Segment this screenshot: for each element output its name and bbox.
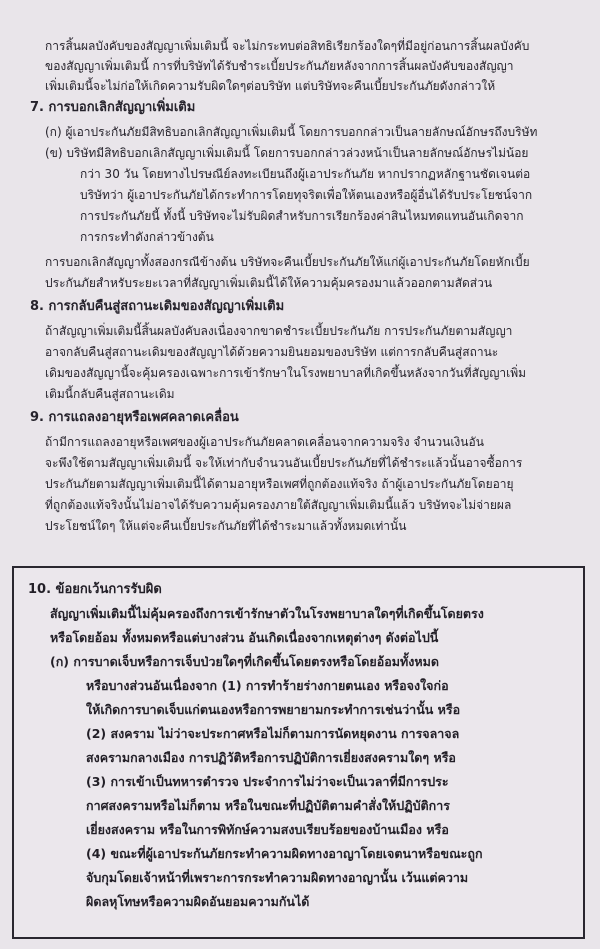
section-10-line: (2) สงคราม ไม่ว่าจะประกาศหรือไม่ก็ตามการนัดหยุดงาน การจลาจล [86, 726, 460, 741]
section-10-line: จับกุมโดยเจ้าหน้าที่เพราะการกระทำความผิดทางอาญานั้น เว้นแต่ความ [86, 870, 469, 885]
section-9-line: ประโยชน์ใดๆ ให้แต่จะคืนเบี้ยประกันภัยที่ได้ชำระมาแล้วทั้งหมดเท่านั้น [45, 519, 407, 533]
section-8-line: เดิมของสัญญานี้จะคุ้มครองเฉพาะการเข้ารักษาในโรงพยาบาลที่เกิดขึ้นหลังจากวันที่สัญญาเพิ่ม [45, 366, 527, 380]
section-9-line: ประกันภัยตามสัญญาเพิ่มเติมนี้ได้ตามอายุหรือเพศที่ถูกต้องแท้จริง ถ้าผู้เอาประกันภัยโดยอายุ [45, 477, 514, 491]
section-8-line: ถ้าสัญญาเพิ่มเติมนี้สิ้นผลบังคับลงเนื่องจากขาดชำระเบี้ยประกันภัย การประกันภัยตามสัญญา [45, 324, 513, 338]
top-line-3: เพิ่มเติมนี้จะไม่ก่อให้เกิดความรับผิดใดๆต่อบริษัท แต่บริษัทจะคืนเบี้ยประกันภัยดังกล่าวให้ [45, 79, 496, 93]
exclusions-box [12, 566, 585, 939]
section-9-line: จะพึงใช้ตามสัญญาเพิ่มเติมนี้ จะให้เท่ากับจำนวนอันเบี้ยประกันภัยที่ได้ชำระแล้วนั้นอาจซื้อการ [45, 456, 523, 470]
section-10-line: เยี่ยงสงคราม หรือในการพิทักษ์ความสงบเรียบร้อยของบ้านเมือง หรือ [86, 822, 449, 837]
section-7-heading: 7. การบอกเลิกสัญญาเพิ่มเติม [30, 100, 196, 115]
section-10-line: ผิดลหุโทษหรือความผิดอันยอมความกันได้ [86, 894, 310, 909]
section-10-line: หรือบางส่วนอันเนื่องจาก (1) การทำร้ายร่างกายตนเอง หรือจงใจก่อ [86, 678, 449, 693]
section-7-line: บริษัทว่า ผู้เอาประกันภัยได้กระทำการโดยทุจริตเพื่อให้ตนเองหรือผู้อื่นได้รับประโยชน์จาก [80, 188, 533, 202]
section-7-line: ประกันภัยสำหรับระยะเวลาที่สัญญาเพิ่มเติมนี้ได้ให้ความคุ้มครองมาแล้วออกตามสัดส่วน [45, 276, 493, 290]
section-8-heading: 8. การกลับคืนสู่สถานะเดิมของสัญญาเพิ่มเติม [30, 299, 285, 314]
section-9-line: ที่ถูกต้องแท้จริงนั้นไม่อาจได้รับความคุ้มครองภายใต้สัญญาเพิ่มเติมนี้แล้ว บริษัทจะไม่จ่ายผล [45, 498, 512, 512]
section-10-line: สงครามกลางเมือง การปฏิวัติหรือการปฏิบัติการเยี่ยงสงครามใดๆ หรือ [86, 750, 456, 765]
section-8-line: เติมนี้กลับคืนสู่สถานะเดิม [45, 387, 175, 401]
section-10-item-a: (ก) การบาดเจ็บหรือการเจ็บป่วยใดๆที่เกิดขึ้นโดยตรงหรือโดยอ้อมทั้งหมด [50, 654, 439, 669]
section-10-line: หรือโดยอ้อม ทั้งหมดหรือแต่บางส่วน อันเกิดเนื่องจากเหตุต่างๆ ดังต่อไปนี้ [50, 630, 439, 645]
section-7-item-b: (ข) บริษัทมีสิทธิบอกเลิกสัญญาเพิ่มเติมนี้ โดยการบอกกล่าวล่วงหน้าเป็นลายลักษณ์อักษรไม่น้อย [45, 146, 529, 160]
section-10-line: (4) ขณะที่ผู้เอาประกันภัยกระทำความผิดทางอาญาโดยเจตนาหรือขณะถูก [86, 846, 483, 861]
section-10-line: กาศสงครามหรือไม่ก็ตาม หรือในขณะที่ปฏิบัติตามคำสั่งให้ปฏิบัติการ [86, 798, 450, 813]
section-8-line: อาจกลับคืนสู่สถานะเดิมของสัญญาได้ด้วยความยินยอมของบริษัท แต่การกลับคืนสู่สถานะ [45, 345, 499, 359]
section-9-heading: 9. การแถลงอายุหรือเพศคลาดเคลื่อน [30, 410, 239, 425]
section-10-line: สัญญาเพิ่มเติมนี้ไม่คุ้มครองถึงการเข้ารักษาตัวในโรงพยาบาลใดๆที่เกิดขึ้นโดยตรง [50, 606, 484, 621]
section-10-line: (3) การเข้าเป็นทหารตำรวจ ประจำการไม่ว่าจะเป็นเวลาที่มีการประ [86, 774, 449, 789]
section-10-heading: 10. ข้อยกเว้นการรับผิด [28, 582, 162, 597]
top-line-1: การสิ้นผลบังคับของสัญญาเพิ่มเติมนี้ จะไม่กระทบต่อสิทธิเรียกร้องใดๆที่มีอยู่ก่อนการสิ้นผลบังคับ [45, 39, 530, 53]
top-line-2: ของสัญญาเพิ่มเติมนี้ การที่บริษัทได้รับชำระเบี้ยประกันภัยหลังจากการสิ้นผลบังคับของสัญญา [45, 59, 514, 73]
section-9-line: ถ้ามีการแถลงอายุหรือเพศของผู้เอาประกันภัยคลาดเคลื่อนจากความจริง จำนวนเงินอัน [45, 435, 484, 449]
section-7-line: การบอกเลิกสัญญาทั้งสองกรณีข้างต้น บริษัทจะคืนเบี้ยประกันภัยให้แก่ผู้เอาประกันภัยโดยหักเบี้ย [45, 255, 530, 269]
section-10-line: ให้เกิดการบาดเจ็บแก่ตนเองหรือการพยายามกระทำการเช่นว่านั้น หรือ [86, 702, 461, 717]
section-7-line: กว่า 30 วัน โดยทางไปรษณีย์ลงทะเบียนถึงผู้เอาประกันภัย หากปรากฏหลักฐานชัดเจนต่อ [80, 167, 531, 181]
section-7-line: การกระทำดังกล่าวข้างต้น [80, 230, 214, 244]
section-7-item-a: (ก) ผู้เอาประกันภัยมีสิทธิบอกเลิกสัญญาเพิ่มเติมนี้ โดยการบอกกล่าวเป็นลายลักษณ์อักษรถึงบริษัท [45, 125, 538, 139]
section-7-line: การประกันภัยนี้ ทั้งนี้ บริษัทจะไม่รับผิดสำหรับการเรียกร้องค่าสินไหมทดแทนอันเกิดจาก [80, 209, 524, 223]
